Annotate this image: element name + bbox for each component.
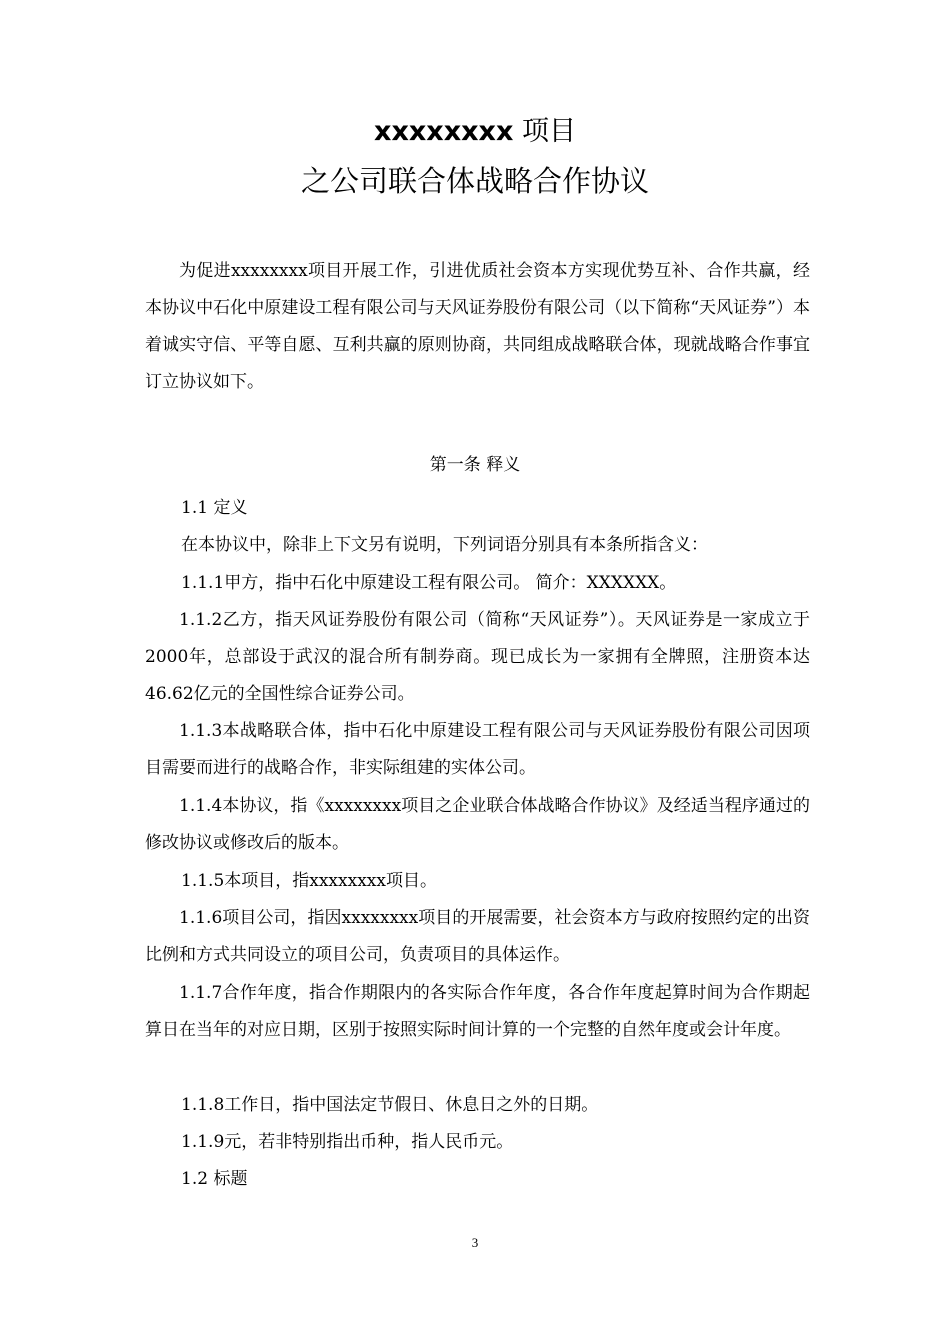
definition-1-1-6: 1.1.6项目公司，指因xxxxxxxx项目的开展需要，社会资本方与政府按照约定的出资比例和方式共同设立的项目公司，负责项目的具体运作。 (145, 908, 810, 965)
intro-paragraph: 为促进xxxxxxxx项目开展工作，引进优质社会资本方实现优势互补、合作共赢，经本协议中石化中原建设工程有限公司与天风证券股份有限公司（以下简称“天风证券”）本着诚实守信、平等自愿、互利共赢的原则协商，共同组成战略联合体，现就战略合作事宜订立协议如下。 (145, 261, 810, 392)
page-number: 3 (471, 1235, 479, 1250)
title-project-code: xxxxxxxx (374, 116, 514, 147)
intro-paragraph-block (145, 253, 810, 401)
article-1-heading: 第一条 释义 (429, 455, 521, 475)
definition-1-1-8: 1.1.8工作日，指中国法定节假日、休息日之外的日期。 (181, 1095, 599, 1115)
definition-1-1-2-block (145, 602, 810, 713)
document-subtitle: 之公司联合体战略合作协议 (300, 164, 649, 198)
definition-1-1-2: 1.1.2乙方，指天风证券股份有限公司（简称“天风证券”）。天风证券是一家成立于2000年，总部设于武汉的混合所有制券商。现已成长为一家拥有全牌照，注册资本达46.62亿元的全国性综合证券公司。 (145, 610, 810, 704)
definition-1-1-4: 1.1.4本协议，指《xxxxxxxx项目之企业联合体战略合作协议》及经适当程序通过的修改协议或修改后的版本。 (145, 796, 810, 853)
definition-1-1-9: 1.1.9元，若非特别指出币种，指人民币元。 (181, 1132, 514, 1152)
definition-1-1-3: 1.1.3本战略联合体，指中石化中原建设工程有限公司与天风证券股份有限公司因项目需要而进行的战略合作，非实际组建的实体公司。 (145, 721, 810, 778)
definition-1-1-6-block (145, 900, 810, 974)
title-project-word: 项目 (521, 116, 576, 147)
definition-1-1-1: 1.1.1甲方，指中石化中原建设工程有限公司。 简介：XXXXXX。 (181, 573, 677, 593)
section-1-1-intro: 在本协议中，除非上下文另有说明，下列词语分别具有本条所指含义： (181, 535, 708, 555)
definition-1-1-5: 1.1.5本项目，指xxxxxxxx项目。 (181, 871, 437, 891)
definition-1-1-3-block (145, 713, 810, 787)
definition-1-1-7-block (145, 975, 810, 1049)
definition-1-1-7: 1.1.7合作年度，指合作期限内的各实际合作年度，各合作年度起算时间为合作期起算日在当年的对应日期，区别于按照实际时间计算的一个完整的自然年度或会计年度。 (145, 983, 810, 1040)
document-title (0, 112, 950, 152)
section-1-1-heading: 1.1 定义 (181, 498, 248, 518)
definition-1-1-4-block (145, 788, 810, 862)
section-1-2-heading: 1.2 标题 (181, 1169, 248, 1189)
